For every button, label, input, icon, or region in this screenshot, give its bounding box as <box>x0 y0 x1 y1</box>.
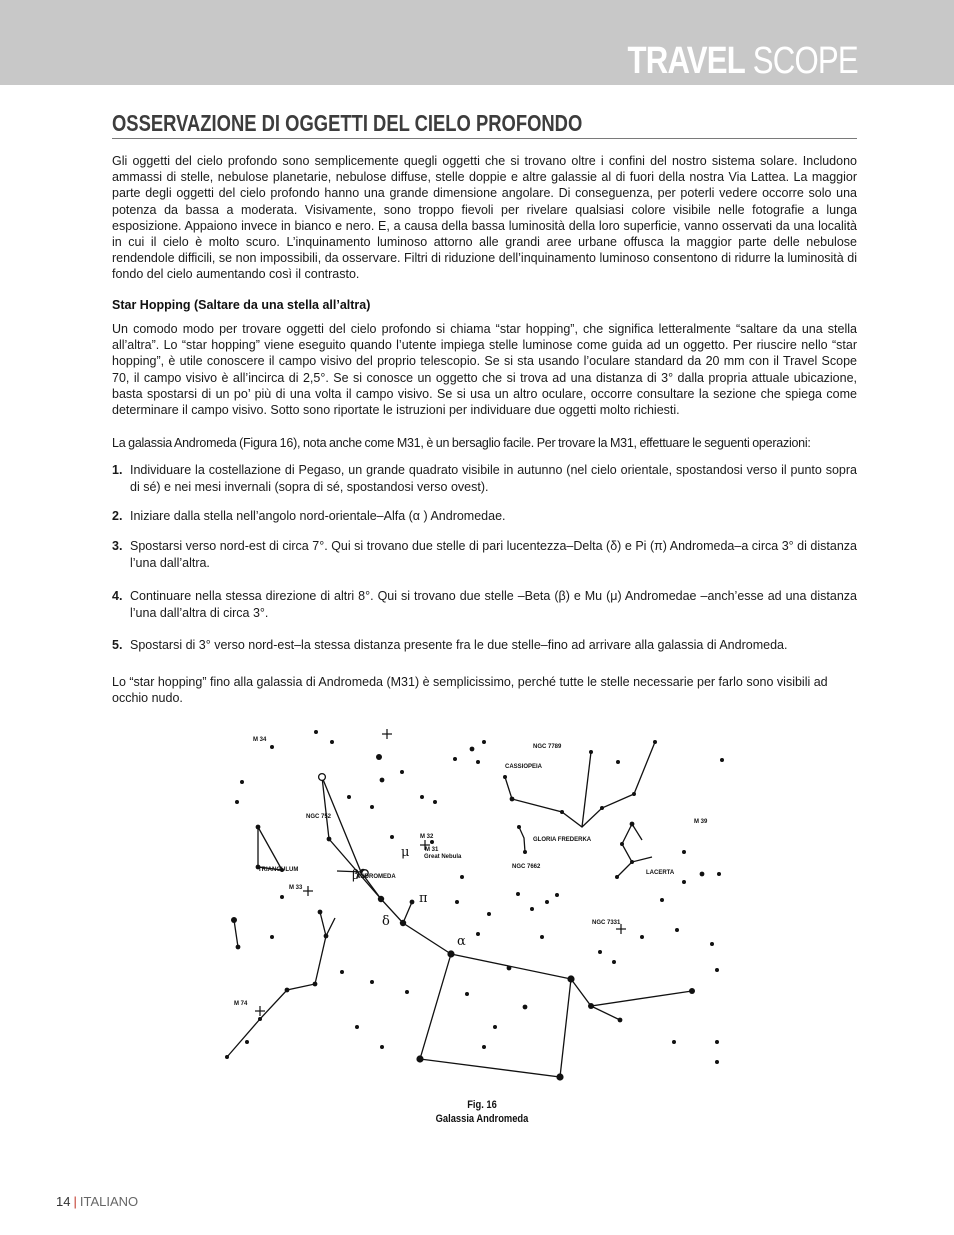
footer-language: ITALIANO <box>79 1194 139 1209</box>
label-alpha: α <box>457 934 466 949</box>
header-band <box>0 0 954 85</box>
label-m34: M 34 <box>253 737 267 743</box>
list-item <box>112 637 857 654</box>
step-text: Individuare la costellazione di Pegaso, un grande quadrato visibile in autunno (nel cielo orientale, spostandosi verso il punto sopra di sé) e nei mesi invernali (sopra di sé, spostandosi verso ovest). <box>130 463 857 494</box>
constellation-lines <box>227 742 692 1077</box>
step-text: Spostarsi verso nord-est di circa 7°. Qui si trovano due stelle di pari lucentezza–Delta (δ) e Pi (π) Andromeda–a circa 3° di distanza l’una dall’altra. <box>130 539 857 570</box>
label-ngc7331: NGC 7331 <box>592 920 621 926</box>
step-number: 1. <box>112 463 123 477</box>
deep-sky-crosses <box>255 729 626 1016</box>
brand-bold: TRAVEL <box>627 40 746 82</box>
footer-separator: | <box>73 1194 77 1209</box>
andromeda-intro-paragraph: La galassia Andromeda (Figura 16), nota anche come M31, è un bersaglio facile. Per trovare la M31, effettuare le seguenti operazioni: <box>112 436 811 450</box>
intro-paragraph: Gli oggetti del cielo profondo sono semplicemente quegli oggetti che si trovano oltre i confini del nostro sistema solare. Includono ammassi di stelle, nebulose planetarie, nebulose diffuse, stelle doppie e altre galassie al di fuori della nostra Via Lattea. La maggior parte degli oggetti del cielo profondo hanno una grande dimensione angolare. Di conseguenza, per poterli vedere occorre solo una potenza da bassa a moderata. Visivamente, sono troppo fievoli per rivelare qualsiasi colore visibile nelle fotografie a lunga esposizione. Appaiono invece in bianco e nero. E, a causa della bassa luminosità della loro superficie, vanno osservati da una località in cui il cielo è molto scuro. L’inquinamento luminoso attorno alle grandi aree urbane offusca la maggior parte delle nebulose rendendole difficili, se non impossibili, da osservare. Filtri di riduzione dell’inquinamento luminoso consentono di ridurre la luminosità di fondo del cielo aumentando così il contrasto. <box>112 154 857 282</box>
step-text: Iniziare dalla stella nell’angolo nord-orientale–Alfa (α ) Andromedae. <box>130 509 506 523</box>
label-pi: π <box>419 891 428 906</box>
label-ngc7662: NGC 7662 <box>512 864 541 870</box>
step-number: 4. <box>112 589 123 603</box>
label-beta: β <box>352 868 360 883</box>
page-number: 14 <box>56 1194 71 1209</box>
label-cassiopeia: CASSIOPEIA <box>505 764 543 770</box>
section-heading <box>112 110 857 139</box>
section-title: OSSERVAZIONE DI OGGETTI DEL CIELO PROFONDO <box>112 110 583 136</box>
list-item <box>112 538 857 572</box>
andromeda-star-chart <box>222 722 732 1092</box>
list-item <box>112 508 857 525</box>
open-star-markers <box>319 774 369 877</box>
star-hopping-paragraph: Un comodo modo per trovare oggetti del cielo profondo si chiama “star hopping”, che significa letteralmente “saltare da una stella all’altra”. Lo “star hopping” viene eseguito quando l’utente impiega stelle luminose come guida ad un oggetto. Per riuscire nello “star hopping”, è utile conoscere il campo visivo del proprio telescopio. Se si sta usando l’oculare standard da 20 mm con il Travel Scope 70, il campo visivo è all’incirca di 2,5°. Se si conosce un oggetto che si trova ad una distanza di 3° dalla propria attuale ubicazione, basta spostarsi di un po’ più di una volta il campo visivo. Se si usa un altro oculare, occorre consultare la sezione che spiega come determinare il campo visivo. Sotto sono riportate le istruzioni per individuare due oggetti molto richiesti. <box>112 322 857 418</box>
final-paragraph: Lo “star hopping” fino alla galassia di Andromeda (M31) è semplicissimo, perché tutte le stelle necessarie per farlo sono visibili ad occhio nudo. <box>112 675 828 706</box>
label-triangulum: TRIANGULUM <box>258 867 299 873</box>
brand-title <box>628 40 858 83</box>
label-m39: M 39 <box>694 819 708 825</box>
label-m32: M 32 <box>420 834 434 840</box>
label-mu: μ <box>401 845 410 860</box>
star-hopping-heading: Star Hopping (Saltare da una stella all’altra) <box>112 298 371 312</box>
step-number: 5. <box>112 638 123 652</box>
step-text: Continuare nella stessa direzione di altri 8°. Qui si trovano due stelle –Beta (β) e Mu (μ) Andromedae –anch’esse ad una distanza l’una dall’altra di circa 3°. <box>130 589 857 620</box>
label-ngc7789: NGC 7789 <box>533 744 562 750</box>
figure-title: Galassia Andromeda <box>435 1113 529 1125</box>
label-gloria-frederka: GLORIA FREDERKA <box>533 837 592 843</box>
step-number: 3. <box>112 539 123 553</box>
label-ngc752: NGC 752 <box>306 814 332 820</box>
figure-caption <box>380 1098 584 1126</box>
label-lacerta: LACERTA <box>646 870 675 876</box>
brand-light: SCOPE <box>753 40 858 82</box>
stars <box>225 730 724 1081</box>
label-m31: M 31 <box>425 847 439 853</box>
step-text: Spostarsi di 3° verso nord-est–la stessa distanza presente fra le due stelle–fino ad arrivare alla galassia di Andromeda. <box>130 638 788 652</box>
label-great-nebula: Great Nebula <box>424 854 462 860</box>
label-m33: M 33 <box>289 885 303 891</box>
page-footer <box>56 1194 138 1209</box>
list-item <box>112 588 857 622</box>
label-delta: δ <box>382 914 390 929</box>
label-m74: M 74 <box>234 1001 248 1007</box>
label-andromeda: ANDROMEDA <box>356 874 396 880</box>
list-item <box>112 462 857 496</box>
figure-number: Fig. 16 <box>467 1099 497 1111</box>
step-number: 2. <box>112 509 123 523</box>
